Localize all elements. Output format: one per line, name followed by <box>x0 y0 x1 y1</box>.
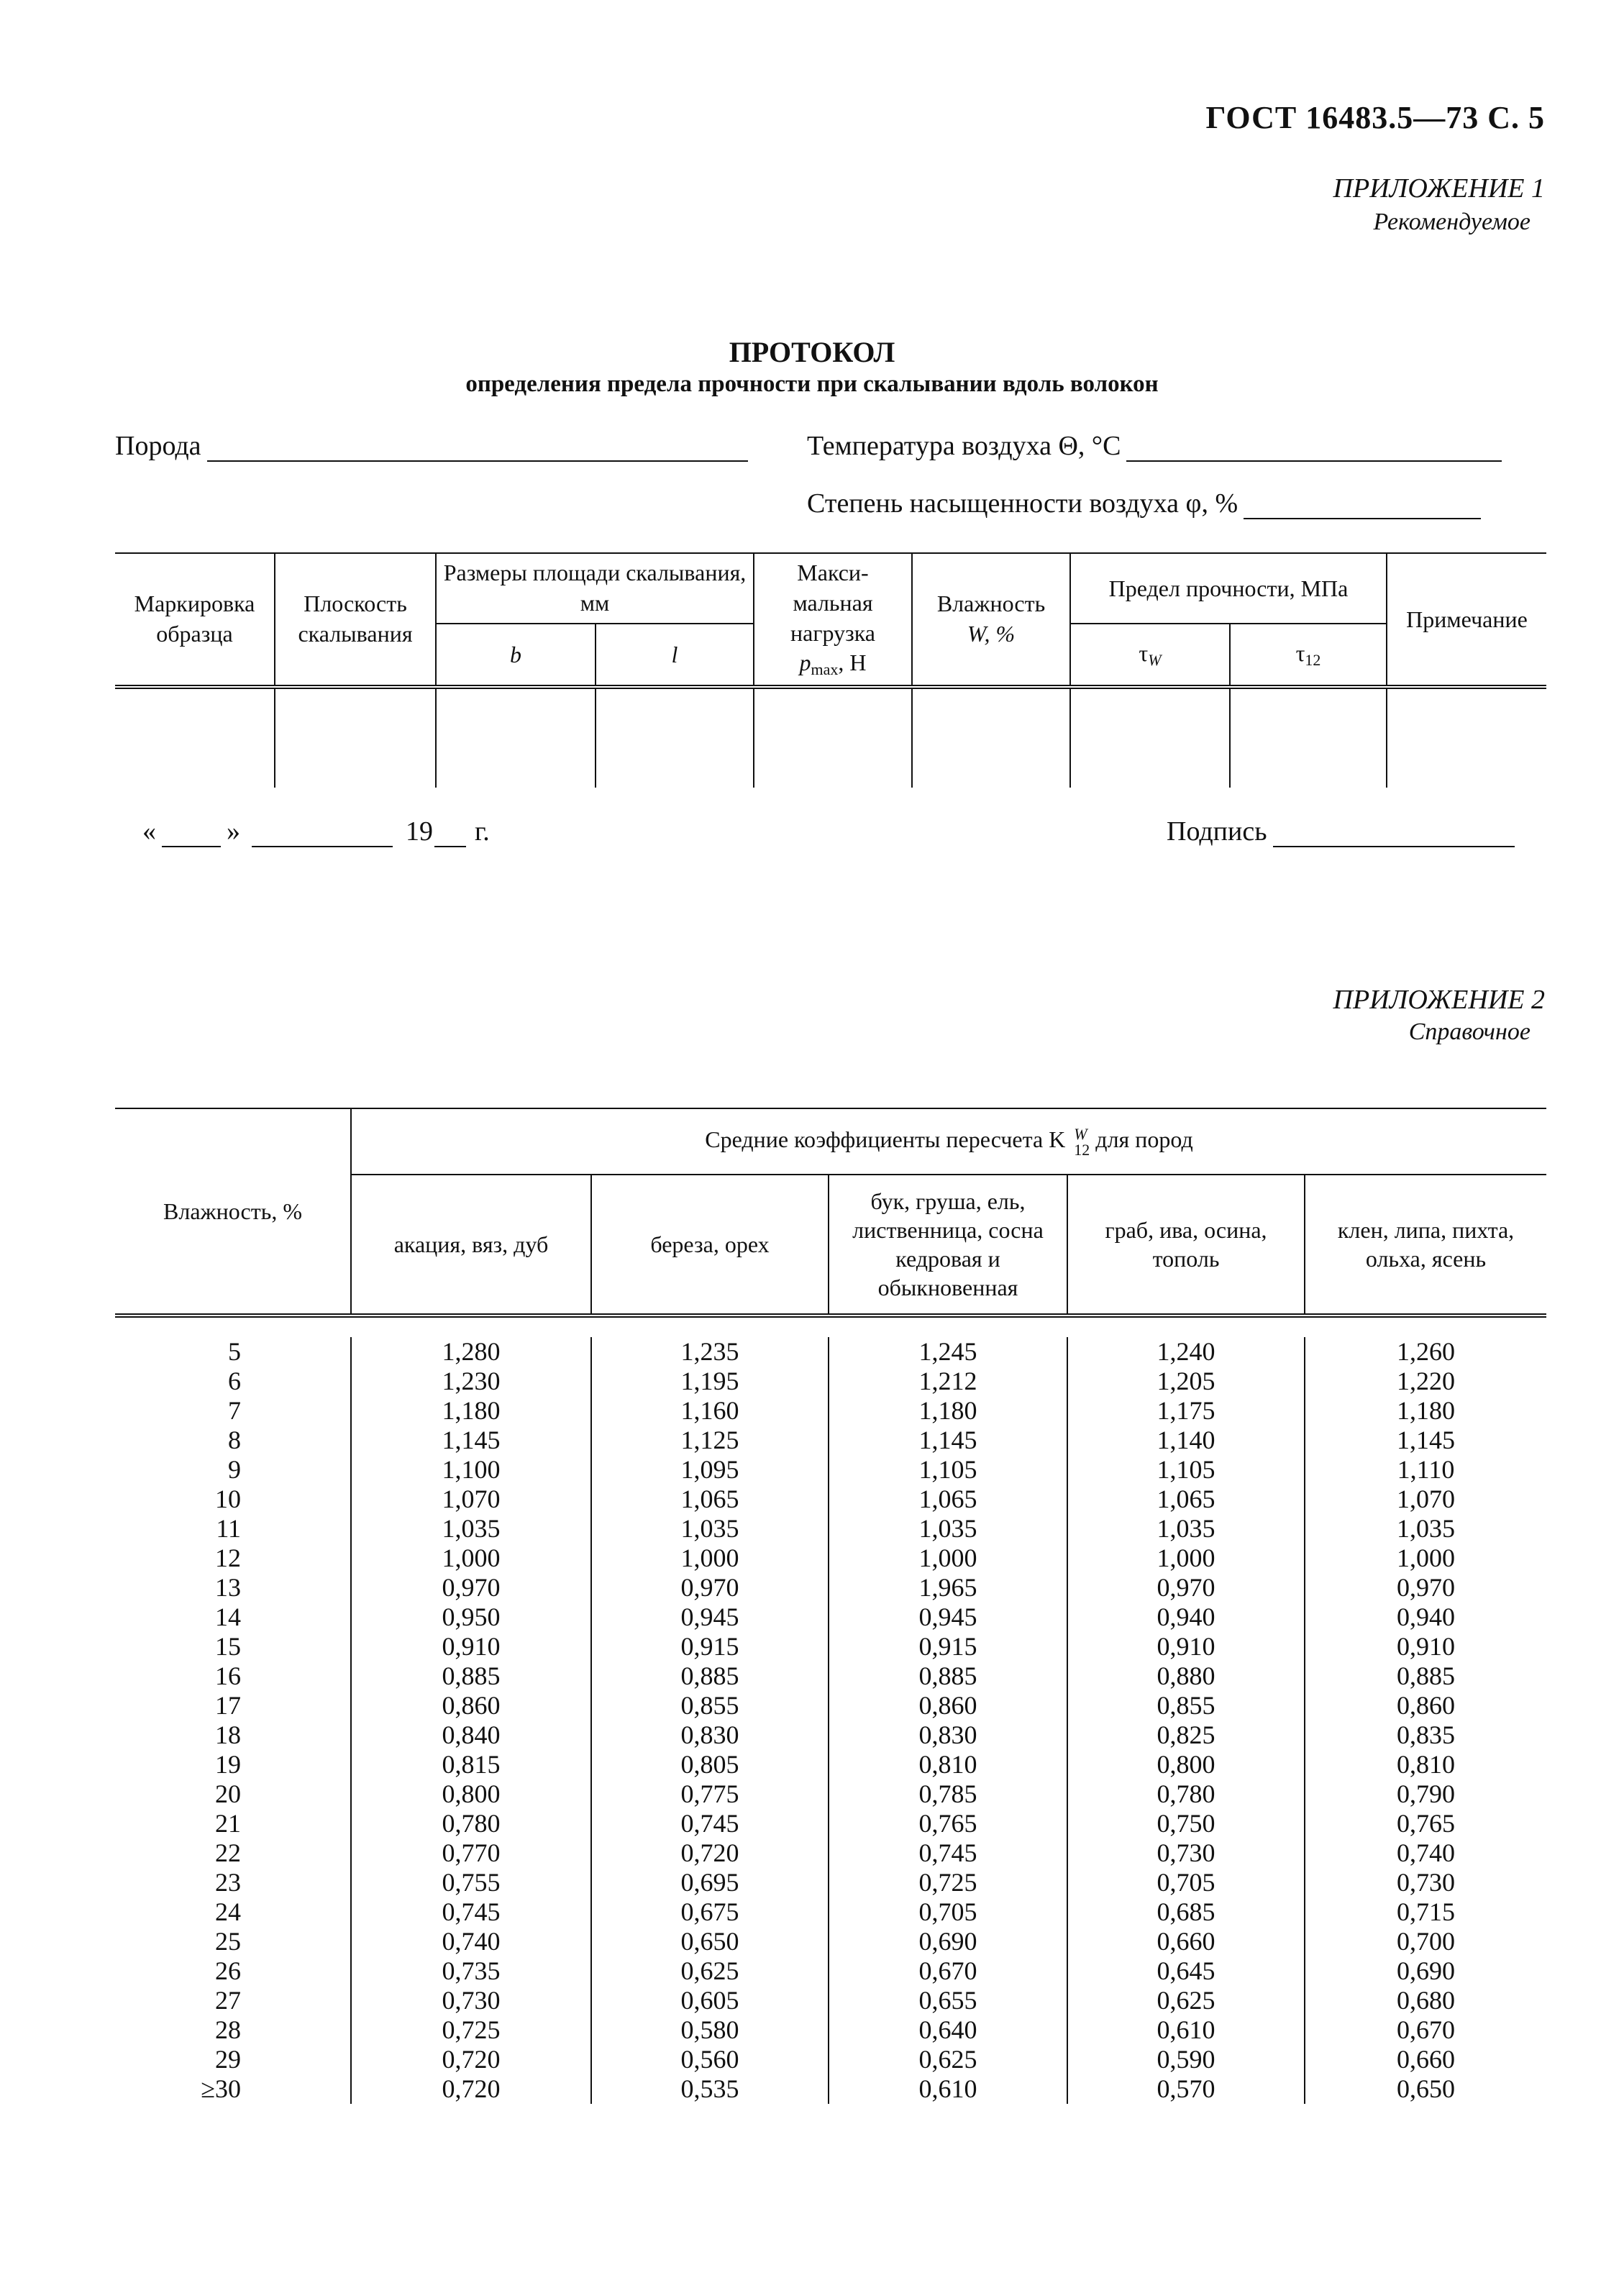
coefficient-cell: 0,885 <box>829 1662 1067 1691</box>
table-row <box>115 1632 1546 1662</box>
temperature-blank[interactable] <box>1126 436 1502 462</box>
coefficient-cell: 1,235 <box>591 1337 829 1367</box>
table-row <box>115 1662 1546 1691</box>
humidity-cell: 10 <box>215 1485 241 1513</box>
coefficient-cell: 0,680 <box>1305 1986 1546 2015</box>
saturation-field[interactable] <box>807 488 1481 519</box>
protocol-table <box>115 552 1546 788</box>
humidity-cell: 24 <box>215 1897 241 1926</box>
coefficient-cell: 0,580 <box>591 2015 829 2045</box>
cell-empty[interactable] <box>596 687 754 788</box>
coefficient-cell: 0,790 <box>1305 1779 1546 1809</box>
coefficient-cell: 1,035 <box>1305 1514 1546 1544</box>
table-row <box>115 1455 1546 1485</box>
coefficient-cell: 0,660 <box>1305 2045 1546 2074</box>
table-row <box>115 1956 1546 1986</box>
humidity-cell: 7 <box>228 1396 241 1425</box>
coefficient-cell: 0,730 <box>1067 1838 1305 1868</box>
coefficient-cell: 1,175 <box>1067 1396 1305 1426</box>
coefficient-cell: 0,885 <box>351 1662 591 1691</box>
coefficient-cell: 0,970 <box>591 1573 829 1603</box>
coefficient-cell: 1,205 <box>1067 1367 1305 1396</box>
date-month-blank[interactable] <box>252 821 393 847</box>
humidity-cell: 22 <box>215 1838 241 1867</box>
protocol-title: ПРОТОКОЛ <box>729 336 895 368</box>
coefficient-cell: 0,915 <box>829 1632 1067 1662</box>
coefficient-cell: 0,945 <box>829 1603 1067 1632</box>
protocol-empty-row <box>115 687 1546 788</box>
temperature-label: Температура воздуха Θ, °С <box>807 431 1121 461</box>
coefficient-cell: 0,625 <box>591 1956 829 1986</box>
table-row <box>115 1986 1546 2015</box>
coefficient-cell: 0,725 <box>829 1868 1067 1897</box>
cell-empty[interactable] <box>275 687 436 788</box>
col-strength: Предел прочности, МПа <box>1070 553 1387 624</box>
coefficient-cell: 0,690 <box>829 1927 1067 1956</box>
coefficient-cell: 1,965 <box>829 1573 1067 1603</box>
coefficient-cell: 0,810 <box>829 1750 1067 1779</box>
humidity-cell: 20 <box>215 1779 241 1808</box>
coefficient-cell: 0,835 <box>1305 1720 1546 1750</box>
coefficient-cell: 0,805 <box>591 1750 829 1779</box>
table-row <box>115 1750 1546 1779</box>
col-species-2: бук, груша, ель, лиственница, сосна кедровая и обыкновенная <box>829 1175 1067 1316</box>
coefficient-cell: 0,810 <box>1305 1750 1546 1779</box>
coefficient-cell: 0,885 <box>1305 1662 1546 1691</box>
coefficient-cell: 1,180 <box>829 1396 1067 1426</box>
temperature-field[interactable] <box>807 430 1502 462</box>
coefficient-cell: 0,730 <box>351 1986 591 2015</box>
col-species-4: клен, липа, пихта, ольха, ясень <box>1305 1175 1546 1316</box>
coefficient-cell: 0,745 <box>829 1838 1067 1868</box>
coefficient-cell: 0,860 <box>1305 1691 1546 1720</box>
appendix1-subtitle: Рекомендуемое <box>1373 209 1531 235</box>
coefficient-cell: 1,095 <box>591 1455 829 1485</box>
coefficient-cell: 0,740 <box>1305 1838 1546 1868</box>
humidity-cell: 13 <box>215 1573 241 1602</box>
coefficient-cell: 0,745 <box>591 1809 829 1838</box>
col-humidity-coef: Влажность, % <box>115 1108 351 1316</box>
table-row <box>115 1868 1546 1897</box>
col-species-0: акация, вяз, дуб <box>351 1175 591 1316</box>
coefficient-cell: 1,212 <box>829 1367 1067 1396</box>
coefficient-cell: 0,660 <box>1067 1927 1305 1956</box>
col-species-3: граб, ива, осина, тополь <box>1067 1175 1305 1316</box>
table-row <box>115 1838 1546 1868</box>
humidity-cell: ≥30 <box>201 2074 241 2103</box>
coefficient-cell: 1,065 <box>591 1485 829 1514</box>
table-row <box>115 1897 1546 1927</box>
coefficient-cell: 0,700 <box>1305 1927 1546 1956</box>
col-area: Размеры площади скалывания, мм <box>436 553 754 624</box>
table-row <box>115 1927 1546 1956</box>
signature-field[interactable] <box>1167 816 1515 847</box>
coefficient-cell: 0,650 <box>591 1927 829 1956</box>
cell-empty[interactable] <box>1230 687 1387 788</box>
col-load-label: Макси- мальная нагрузка <box>790 560 875 646</box>
coefficient-cell: 1,140 <box>1067 1426 1305 1455</box>
date-field[interactable] <box>142 816 490 847</box>
coefficient-cell: 0,910 <box>351 1632 591 1662</box>
coefficient-cell: 0,605 <box>591 1986 829 2015</box>
date-year-suffix: г. <box>475 816 490 847</box>
coefficient-cell: 0,775 <box>591 1779 829 1809</box>
coefficient-cell: 0,655 <box>829 1986 1067 2015</box>
coefficient-cell: 0,640 <box>829 2015 1067 2045</box>
coefficient-cell: 0,855 <box>591 1691 829 1720</box>
coefficient-cell: 1,065 <box>829 1485 1067 1514</box>
appendix1-title: ПРИЛОЖЕНИЕ 1 <box>1333 173 1545 204</box>
coefficient-cell: 0,970 <box>1067 1573 1305 1603</box>
col-tau-12: $\tau_{12}$ <box>1230 624 1387 687</box>
coefficient-cell: 0,800 <box>1067 1750 1305 1779</box>
saturation-label: Степень насыщенности воздуха φ, % <box>807 488 1238 519</box>
coefficient-cell: 0,755 <box>351 1868 591 1897</box>
col-marking: Маркировка образца <box>115 553 275 687</box>
coefficient-cell: 0,940 <box>1067 1603 1305 1632</box>
date-day-blank[interactable] <box>162 821 221 847</box>
species-blank[interactable] <box>207 436 748 462</box>
table-row <box>115 1367 1546 1396</box>
coefficient-cell: 1,035 <box>829 1514 1067 1544</box>
coefficient-cell: 0,830 <box>829 1720 1067 1750</box>
coefficient-cell: 0,715 <box>1305 1897 1546 1927</box>
table-row <box>115 1337 1546 1367</box>
coefficient-cell: 1,145 <box>1305 1426 1546 1455</box>
coefficient-cell: 0,725 <box>351 2015 591 2045</box>
coefficient-cell: 0,625 <box>829 2045 1067 2074</box>
coefficient-cell: 0,910 <box>1067 1632 1305 1662</box>
coefficient-cell: 1,220 <box>1305 1367 1546 1396</box>
signature-blank[interactable] <box>1273 821 1515 847</box>
coefficient-cell: 0,535 <box>591 2074 829 2104</box>
coefficient-cell: 0,625 <box>1067 1986 1305 2015</box>
coefficient-cell: 1,035 <box>351 1514 591 1544</box>
coefficient-cell: 1,230 <box>351 1367 591 1396</box>
coefficient-cell: 0,825 <box>1067 1720 1305 1750</box>
coefficient-cell: 0,610 <box>1067 2015 1305 2045</box>
table-row <box>115 1720 1546 1750</box>
coefficient-cell: 1,160 <box>591 1396 829 1426</box>
cell-empty[interactable] <box>115 687 275 788</box>
humidity-cell: 8 <box>228 1426 241 1454</box>
humidity-cell: 12 <box>215 1544 241 1572</box>
coefficient-cell: 0,855 <box>1067 1691 1305 1720</box>
coefficient-cell: 0,720 <box>351 2045 591 2074</box>
coef-group-header: Средние коэффициенты пересчета K W 12 для пород <box>351 1108 1546 1175</box>
page-header: ГОСТ 16483.5—73 С. 5 <box>1205 100 1545 135</box>
coefficient-cell: 1,110 <box>1305 1455 1546 1485</box>
table-row <box>115 1603 1546 1632</box>
humidity-cell: 23 <box>215 1868 241 1897</box>
species-label: Порода <box>115 431 201 461</box>
humidity-cell: 9 <box>228 1455 241 1484</box>
humidity-cell: 19 <box>215 1750 241 1779</box>
coefficient-cell: 1,280 <box>351 1337 591 1367</box>
humidity-cell: 6 <box>228 1367 241 1395</box>
coefficient-cell: 1,000 <box>591 1544 829 1573</box>
humidity-cell: 18 <box>215 1720 241 1749</box>
date-year-blank[interactable] <box>434 821 466 847</box>
humidity-cell: 27 <box>215 1986 241 2015</box>
coefficient-cell: 1,105 <box>829 1455 1067 1485</box>
table-row <box>115 1691 1546 1720</box>
table-row <box>115 2015 1546 2045</box>
coefficient-cell: 1,070 <box>351 1485 591 1514</box>
humidity-cell: 16 <box>215 1662 241 1690</box>
coefficient-cell: 0,570 <box>1067 2074 1305 2104</box>
coefficient-cell: 0,675 <box>591 1897 829 1927</box>
cell-empty[interactable] <box>912 687 1070 788</box>
coefficient-cell: 1,260 <box>1305 1337 1546 1367</box>
coefficient-cell: 1,145 <box>351 1426 591 1455</box>
coefficient-cell: 1,035 <box>1067 1514 1305 1544</box>
coefficient-cell: 0,750 <box>1067 1809 1305 1838</box>
coefficient-cell: 0,815 <box>351 1750 591 1779</box>
coefficient-cell: 0,765 <box>1305 1809 1546 1838</box>
cell-empty[interactable] <box>1070 687 1230 788</box>
coefficient-cell: 0,785 <box>829 1779 1067 1809</box>
humidity-cell: 11 <box>216 1514 241 1543</box>
appendix2-subtitle: Справочное <box>1408 1018 1531 1045</box>
coefficient-cell: 0,840 <box>351 1720 591 1750</box>
coefficient-cell: 0,670 <box>829 1956 1067 1986</box>
coefficient-table <box>115 1108 1546 2104</box>
coefficient-cell: 0,860 <box>829 1691 1067 1720</box>
col-species-1: береза, орех <box>591 1175 829 1316</box>
coefficient-cell: 0,910 <box>1305 1632 1546 1662</box>
coefficient-cell: 0,945 <box>591 1603 829 1632</box>
coefficient-cell: 0,685 <box>1067 1897 1305 1927</box>
header-separator <box>115 1316 1546 1337</box>
humidity-cell: 17 <box>215 1691 241 1720</box>
coefficient-cell: 0,765 <box>829 1809 1067 1838</box>
cell-empty[interactable] <box>754 687 912 788</box>
coefficient-cell: 1,180 <box>351 1396 591 1426</box>
humidity-cell: 25 <box>215 1927 241 1956</box>
coefficient-cell: 0,745 <box>351 1897 591 1927</box>
coefficient-cell: 0,720 <box>351 2074 591 2104</box>
table-row <box>115 2045 1546 2074</box>
coefficient-cell: 1,240 <box>1067 1337 1305 1367</box>
coefficient-cell: 1,000 <box>829 1544 1067 1573</box>
cell-empty[interactable] <box>436 687 596 788</box>
coefficient-cell: 0,720 <box>591 1838 829 1868</box>
coefficient-cell: 0,590 <box>1067 2045 1305 2074</box>
date-quote-close: » <box>227 816 240 847</box>
signature-label: Подпись <box>1167 816 1267 847</box>
col-tau-w: $\tau_W$ <box>1070 624 1230 687</box>
humidity-cell: 14 <box>215 1603 241 1631</box>
coefficient-cell: 1,065 <box>1067 1485 1305 1514</box>
col-humidity-label: Влажность <box>936 591 1046 617</box>
col-l: l <box>596 624 754 687</box>
coefficient-cell: 1,145 <box>829 1426 1067 1455</box>
date-year: 19 <box>406 816 433 847</box>
coefficient-cell: 1,000 <box>1067 1544 1305 1573</box>
coefficient-cell: 0,670 <box>1305 2015 1546 2045</box>
coefficient-cell: 1,100 <box>351 1455 591 1485</box>
coefficient-cell: 1,180 <box>1305 1396 1546 1426</box>
humidity-cell: 15 <box>215 1632 241 1661</box>
coefficient-cell: 1,195 <box>591 1367 829 1396</box>
coefficient-table-body <box>115 1337 1546 2104</box>
table-row <box>115 1514 1546 1544</box>
coefficient-cell: 0,970 <box>1305 1573 1546 1603</box>
coefficient-cell: 0,770 <box>351 1838 591 1868</box>
humidity-cell: 5 <box>228 1337 241 1366</box>
coefficient-cell: 0,690 <box>1305 1956 1546 1986</box>
humidity-cell: 28 <box>215 2015 241 2044</box>
appendix2-title: ПРИЛОЖЕНИЕ 2 <box>1333 985 1545 1015</box>
coefficient-cell: 0,610 <box>829 2074 1067 2104</box>
coefficient-cell: 0,970 <box>351 1573 591 1603</box>
coefficient-cell: 0,860 <box>351 1691 591 1720</box>
humidity-cell: 26 <box>215 1956 241 1985</box>
coefficient-cell: 0,915 <box>591 1632 829 1662</box>
col-load <box>754 553 912 687</box>
coefficient-cell: 1,125 <box>591 1426 829 1455</box>
col-plane: Плоскость скалывания <box>275 553 436 687</box>
coefficient-cell: 0,830 <box>591 1720 829 1750</box>
coefficient-cell: 0,705 <box>1067 1868 1305 1897</box>
date-quote-open: « <box>142 816 156 847</box>
table-row <box>115 1485 1546 1514</box>
coefficient-cell: 1,035 <box>591 1514 829 1544</box>
coefficient-cell: 0,800 <box>351 1779 591 1809</box>
coefficient-cell: 1,245 <box>829 1337 1067 1367</box>
protocol-subtitle: определения предела прочности при скалывании вдоль волокон <box>465 371 1159 397</box>
coefficient-cell: 0,780 <box>1067 1779 1305 1809</box>
coefficient-cell: 0,780 <box>351 1809 591 1838</box>
coefficient-cell: 1,105 <box>1067 1455 1305 1485</box>
coefficient-cell: 0,940 <box>1305 1603 1546 1632</box>
species-field[interactable] <box>115 430 748 462</box>
coefficient-cell: 0,880 <box>1067 1662 1305 1691</box>
col-humidity-symbol: W, % <box>967 621 1016 647</box>
saturation-blank[interactable] <box>1244 493 1481 519</box>
coefficient-cell: 1,000 <box>1305 1544 1546 1573</box>
humidity-cell: 21 <box>215 1809 241 1838</box>
table-row <box>115 1396 1546 1426</box>
col-note: Примечание <box>1387 553 1546 687</box>
table-row <box>115 1426 1546 1455</box>
col-b: b <box>436 624 596 687</box>
coefficient-cell: 0,705 <box>829 1897 1067 1927</box>
coefficient-cell: 0,645 <box>1067 1956 1305 1986</box>
coefficient-cell: 0,650 <box>1305 2074 1546 2104</box>
table-row <box>115 1809 1546 1838</box>
coefficient-cell: 0,885 <box>591 1662 829 1691</box>
cell-empty[interactable] <box>1387 687 1546 788</box>
col-humidity <box>912 553 1070 687</box>
coefficient-cell: 0,695 <box>591 1868 829 1897</box>
coefficient-cell: 1,070 <box>1305 1485 1546 1514</box>
humidity-cell: 29 <box>215 2045 241 2074</box>
coefficient-cell: 0,730 <box>1305 1868 1546 1897</box>
table-row <box>115 2074 1546 2104</box>
coefficient-cell: 0,740 <box>351 1927 591 1956</box>
coefficient-cell: 0,735 <box>351 1956 591 1986</box>
coefficient-cell: 0,560 <box>591 2045 829 2074</box>
table-row <box>115 1544 1546 1573</box>
table-row <box>115 1779 1546 1809</box>
col-load-symbol: $p_{max}$, Н <box>799 649 867 679</box>
table-row <box>115 1573 1546 1603</box>
coefficient-cell: 0,950 <box>351 1603 591 1632</box>
coefficient-cell: 1,000 <box>351 1544 591 1573</box>
